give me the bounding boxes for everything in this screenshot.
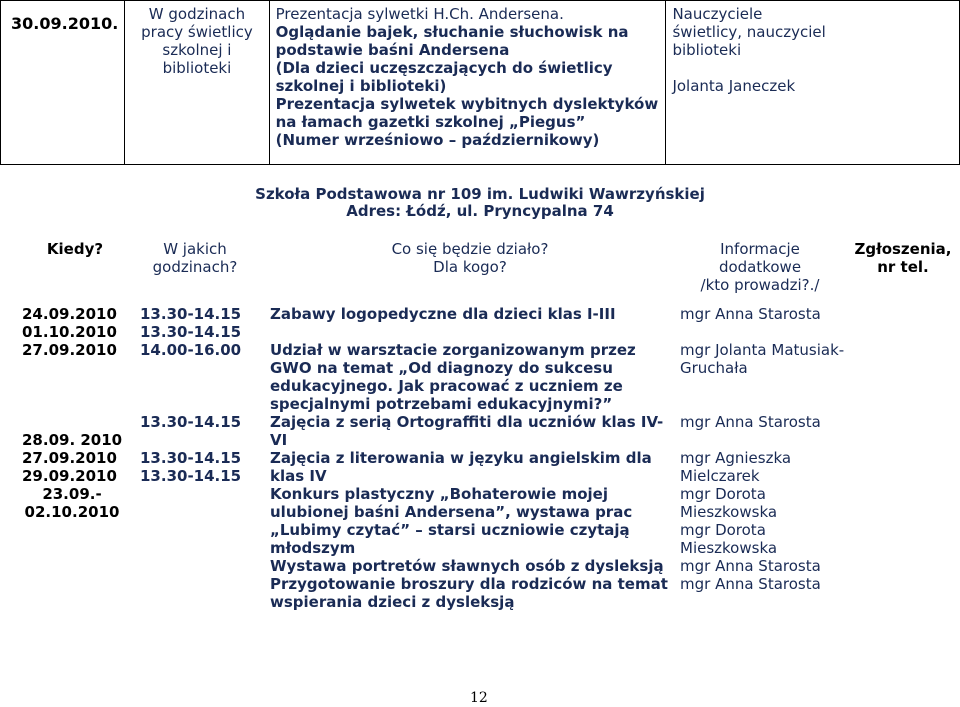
row4-lead — [680, 449, 791, 485]
contact-line: biblioteki — [672, 41, 742, 59]
header-info — [680, 240, 840, 294]
contact-name: Jolanta Janeczek — [672, 77, 796, 95]
event-lead: mgr Anna Starosta — [680, 575, 821, 593]
event-text: Wystawa portretów sławnych osób z dysleksją — [270, 557, 664, 575]
event-date: 01.10.2010 — [22, 323, 117, 341]
header-what-line: Co się będzie działo? — [391, 240, 549, 258]
row4-dates — [22, 449, 117, 485]
event-text: młodszym — [270, 539, 356, 557]
event-text: Zabawy logopedyczne dla dzieci klas I-III — [270, 305, 616, 323]
program-line: (Numer wrześniowo – październikowy) — [275, 131, 600, 149]
event-lead: mgr Anna Starosta — [680, 413, 821, 431]
event-lead: Gruchała — [680, 359, 748, 377]
row6-event — [270, 521, 630, 557]
row3-hours — [140, 413, 241, 431]
top-time-line: szkolnej i — [162, 41, 232, 59]
event-text: specjalnymi potrzebami edukacyjnymi?” — [270, 395, 613, 413]
event-hours: 14.00-16.00 — [140, 341, 242, 359]
event-date: 23.09.- — [42, 485, 102, 503]
event-lead: mgr Jolanta Matusiak- — [680, 341, 845, 359]
row1-lead — [680, 305, 821, 323]
row4-event — [270, 449, 652, 485]
row1-event — [270, 305, 616, 323]
top-event-table — [0, 0, 960, 165]
top-date: 30.09.2010. — [11, 14, 119, 33]
event-text: klas IV — [270, 467, 327, 485]
event-date: 28.09. 2010 — [22, 431, 123, 449]
school-name: Szkoła Podstawowa nr 109 im. Ludwiki Wawrzyńskiej — [255, 185, 705, 203]
header-what-line: Dla kogo? — [433, 258, 507, 276]
event-text: wspierania dzieci z dysleksją — [270, 593, 515, 611]
row2-hours — [140, 341, 241, 359]
top-contact-cell — [666, 1, 960, 165]
program-title: Prezentacja sylwetki H.Ch. Andersena. — [275, 5, 564, 23]
header-what — [300, 240, 640, 276]
event-hours: 13.30-14.15 — [140, 413, 242, 431]
page-number: 12 — [470, 690, 488, 706]
top-program-cell — [269, 1, 666, 165]
row8-lead — [680, 575, 821, 593]
event-date: 27.09.2010 — [22, 449, 117, 467]
school-address: Adres: Łódź, ul. Pryncypalna 74 — [346, 202, 614, 220]
header-signup-line: Zgłoszenia, — [854, 240, 952, 258]
row3-event — [270, 413, 663, 449]
top-time-line: W godzinach — [148, 5, 246, 23]
event-text: Konkurs plastyczny „Bohaterowie mojej — [270, 485, 608, 503]
event-lead: Mielczarek — [680, 467, 760, 485]
header-hours-line: godzinach? — [152, 258, 238, 276]
program-line: podstawie baśni Andersena — [275, 41, 510, 59]
event-text: „Lubimy czytać” – starsi uczniowie czytają — [270, 521, 630, 539]
row2-lead — [680, 341, 844, 377]
header-when: Kiedy? — [46, 240, 104, 258]
row5-dates — [22, 485, 122, 521]
program-line: Prezentacja sylwetek wybitnych dyslektyków — [275, 95, 659, 113]
row3-lead — [680, 413, 821, 431]
header-hours-line: W jakich — [163, 240, 227, 258]
top-time-line: pracy świetlicy — [141, 23, 253, 41]
top-time-cell — [125, 1, 269, 165]
header-signup-line: nr tel. — [877, 258, 929, 276]
event-hours: 13.30-14.15 — [140, 449, 242, 467]
row6-lead — [680, 521, 777, 557]
row7-lead — [680, 557, 821, 575]
contact-line: świetlicy, nauczyciel — [672, 23, 826, 41]
event-lead: mgr Anna Starosta — [680, 557, 821, 575]
row1-hours — [140, 305, 241, 341]
event-lead: Mieszkowska — [680, 539, 778, 557]
school-header — [0, 186, 960, 220]
row2-event — [270, 341, 636, 413]
event-text: edukacyjnego. Jak pracować z uczniem ze — [270, 377, 623, 395]
header-info-line: /kto prowadzi?./ — [700, 276, 820, 294]
event-date: 02.10.2010 — [24, 503, 120, 521]
event-lead: mgr Dorota — [680, 485, 766, 503]
header-info-line: dodatkowe — [718, 258, 802, 276]
event-hours: 13.30-14.15 — [140, 323, 242, 341]
program-line: Oglądanie bajek, słuchanie słuchowisk na — [275, 23, 629, 41]
header-info-line: Informacje — [720, 240, 800, 258]
event-date: 24.09.2010 — [22, 305, 117, 323]
contact-line: Nauczyciele — [672, 5, 763, 23]
event-text: GWO na temat „Od diagnozy do sukcesu — [270, 359, 613, 377]
row4-hours — [140, 449, 241, 485]
event-text: Udział w warsztacie zorganizowanym przez — [270, 341, 636, 359]
header-signup — [846, 240, 960, 276]
row3-dates — [22, 431, 122, 449]
program-line: na łamach gazetki szkolnej „Piegus” — [275, 113, 586, 131]
event-text: Zajęcia z serią Ortograffiti dla uczniów klas IV- — [270, 413, 664, 431]
row1-dates — [22, 305, 117, 341]
top-time-line: biblioteki — [162, 59, 232, 77]
row7-event — [270, 557, 664, 575]
event-text: ulubionej baśni Andersena”, wystawa prac — [270, 503, 633, 521]
event-lead: mgr Agnieszka — [680, 449, 792, 467]
event-lead: Mieszkowska — [680, 503, 778, 521]
event-date: 29.09.2010 — [22, 467, 117, 485]
event-text: VI — [270, 431, 288, 449]
event-hours: 13.30-14.15 — [140, 467, 242, 485]
event-text: Zajęcia z literowania w języku angielskim dla — [270, 449, 652, 467]
top-date-cell — [1, 1, 125, 165]
row5-lead — [680, 485, 777, 521]
event-text: Przygotowanie broszury dla rodziców na temat — [270, 575, 668, 593]
header-hours — [140, 240, 250, 276]
program-line: szkolnej i biblioteki) — [275, 77, 447, 95]
row8-event — [270, 575, 668, 611]
event-hours: 13.30-14.15 — [140, 305, 242, 323]
row2-dates — [22, 341, 117, 359]
row5-event — [270, 485, 632, 521]
event-lead: mgr Dorota — [680, 521, 766, 539]
event-date: 27.09.2010 — [22, 341, 117, 359]
program-line: (Dla dzieci uczęszczających do świetlicy — [275, 59, 613, 77]
event-lead: mgr Anna Starosta — [680, 305, 821, 323]
